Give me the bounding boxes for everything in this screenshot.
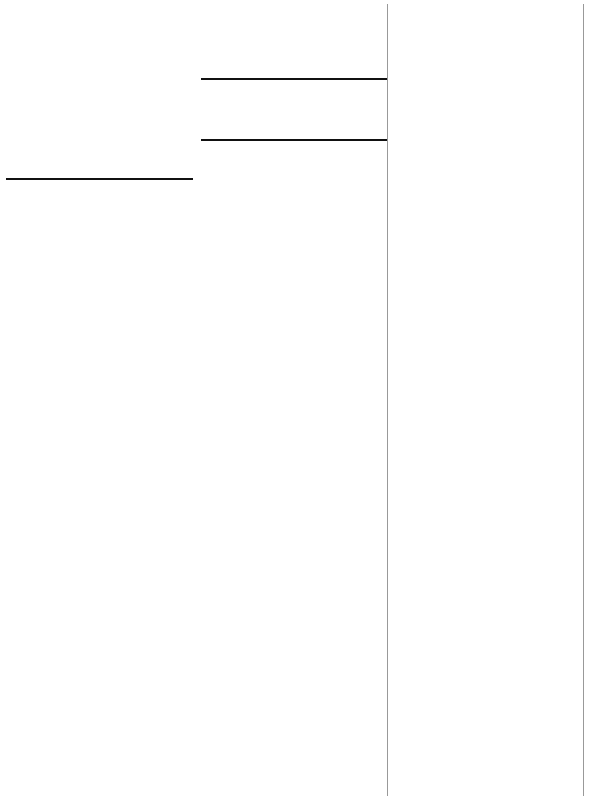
article-paragraph bbox=[6, 79, 193, 98]
article-paragraph bbox=[201, 90, 388, 109]
article-paragraph bbox=[6, 104, 193, 123]
column-left bbox=[396, 4, 584, 796]
article-paragraph bbox=[396, 79, 583, 98]
article-paragraph bbox=[396, 29, 583, 48]
article-paragraph bbox=[396, 54, 583, 73]
section-heading bbox=[201, 119, 388, 141]
article-paragraph bbox=[201, 29, 388, 48]
article-paragraph bbox=[6, 54, 193, 73]
article-paragraph bbox=[6, 4, 193, 23]
article-paragraph bbox=[201, 4, 388, 23]
article-paragraph bbox=[6, 215, 193, 234]
article-paragraph bbox=[6, 129, 193, 148]
section-heading bbox=[6, 158, 193, 180]
article-paragraph bbox=[396, 129, 583, 148]
article-paragraph bbox=[396, 104, 583, 123]
article-paragraph bbox=[396, 4, 583, 23]
section-heading bbox=[201, 58, 388, 80]
column-right bbox=[6, 4, 193, 796]
article-paragraph bbox=[201, 151, 388, 170]
article-paragraph bbox=[6, 190, 193, 209]
article-paragraph bbox=[6, 29, 193, 48]
article-paragraph bbox=[396, 154, 583, 173]
column-middle bbox=[201, 4, 389, 796]
